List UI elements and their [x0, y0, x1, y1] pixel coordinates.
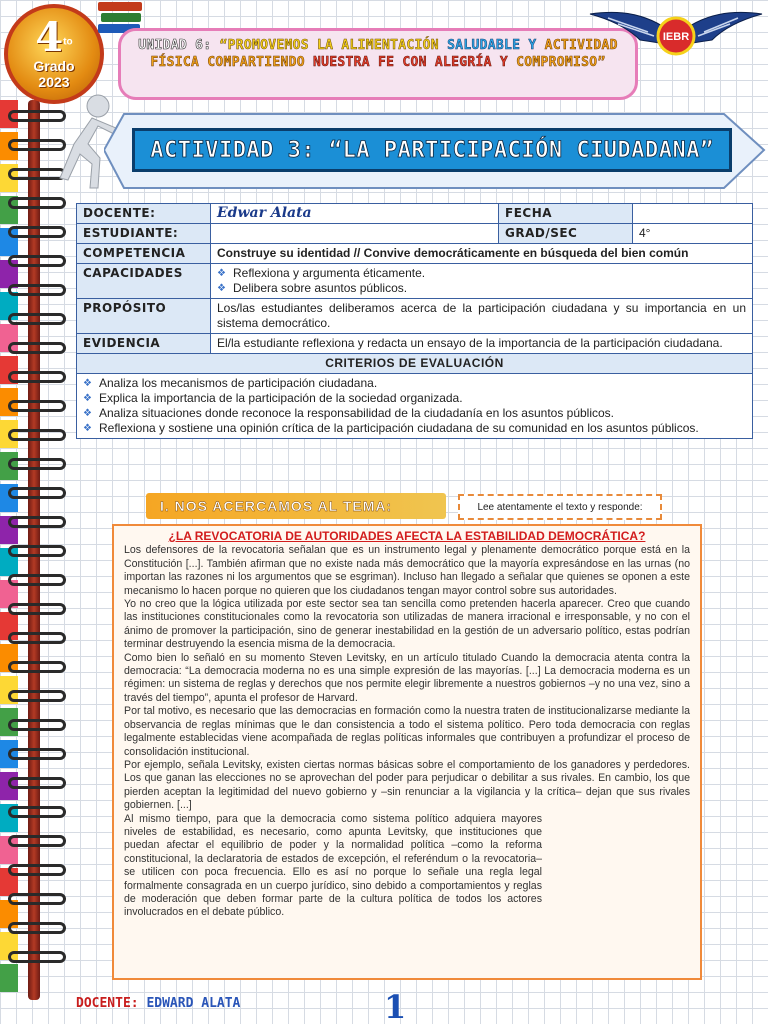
list-item: ❖ Reflexiona y sostiene una opinión crítica de la participación ciudadana de su comunidad en los asuntos públicos.: [83, 421, 746, 436]
list-item: ❖ Explica la importancia de la participación de la sociedad organizada.: [83, 391, 746, 406]
unit-title-part5: COMPROMISO”: [516, 55, 606, 70]
spiral-binding: [8, 110, 68, 990]
reading-box: [112, 524, 702, 980]
activity-banner: [104, 112, 766, 198]
spiral-ring: [8, 951, 66, 963]
spiral-ring: [8, 806, 66, 818]
footer: [76, 996, 240, 1011]
page-number: 1: [384, 988, 407, 1024]
competencia-label: COMPETENCIA: [77, 244, 211, 264]
spiral-ring: [8, 487, 66, 499]
competencia-value: Construye su identidad // Convive democráticamente en búsqueda del bien común: [211, 244, 753, 264]
footer-teacher-name: EDWARD ALATA: [146, 996, 241, 1011]
gradsec-value: 4°: [633, 224, 753, 244]
docente-label: DOCENTE:: [77, 204, 211, 224]
unit-title-part3: ACTIVIDAD FÍSICA COMPARTIENDO: [150, 38, 618, 70]
spiral-ring: [8, 284, 66, 296]
spiral-ring: [8, 661, 66, 673]
spiral-ring: [8, 313, 66, 325]
spiral-ring: [8, 458, 66, 470]
list-item: ❖ Analiza los mecanismos de participación ciudadana.: [83, 376, 746, 391]
spiral-ring: [8, 255, 66, 267]
spiral-ring: [8, 226, 66, 238]
spiral-ring: [8, 400, 66, 412]
reading-title: ¿LA REVOCATORIA DE AUTORIDADES AFECTA LA ESTABILIDAD DEMOCRÁTICA?: [168, 529, 646, 543]
school-logo: [588, 6, 764, 64]
unit-label: UNIDAD 6:: [138, 38, 212, 53]
estudiante-value[interactable]: [211, 224, 499, 244]
unit-title-part1: “PROMOVEMOS LA ALIMENTACIÓN: [219, 38, 439, 53]
activity-title: ACTIVIDAD 3: “LA PARTICIPACIÓN CIUDADANA”: [132, 128, 732, 172]
unit-title-part4: NUESTRA FE CON ALEGRÍA Y: [312, 55, 509, 70]
reading-paragraph: Por tal motivo, es necesario que las democracias en formación como la nuestra traten de institucionalizarse mediante la observancia de reglas mínimas que le dan consistencia a todo el sistema político. Pero toda democracia con reglas legalmente establecidas viene acompañada de reglas políticas informales que contribuyen a profundizar el proceso de consolidación institucional.: [124, 705, 690, 758]
fecha-value[interactable]: [633, 204, 753, 224]
evidencia-value: El/la estudiante reflexiona y redacta un ensayo de la importancia de la participación ciudadana.: [211, 334, 753, 354]
reading-paragraph: Al mismo tiempo, para que la democracia como sistema político adquiera mayores niveles de estabilidad, es necesario, como apunta Levitsky, que instituciones que puedan afectar el equilibrio de poder y la normalidad política –como la reforma constitucional, la declaratoria de estados de excepción, el referéndum o la revocatoria– se utilicen con poca frecuencia. Ello es así no porque lo señale una regla legal formalmente consagrada en un cuerpo jurídico, sino debido a comportamientos y reglas de moderación que deben formar parte de la cultura política de todos los actores involucrados en el debate público.: [124, 812, 542, 919]
info-table: [76, 203, 753, 439]
criterios-label: CRITERIOS DE EVALUACIÓN: [77, 354, 753, 374]
spiral-ring: [8, 748, 66, 760]
estudiante-label: ESTUDIANTE:: [77, 224, 211, 244]
spiral-ring: [8, 371, 66, 383]
unit-banner: [118, 28, 638, 100]
grade-badge: [4, 4, 104, 104]
list-item: ❖ Delibera sobre asuntos públicos.: [217, 281, 746, 296]
evidencia-label: EVIDENCIA: [77, 334, 211, 354]
spiral-ring: [8, 429, 66, 441]
spiral-ring: [8, 632, 66, 644]
logo-text: IEBR: [662, 31, 690, 43]
fecha-label: FECHA: [499, 204, 633, 224]
footer-label: DOCENTE:: [76, 996, 139, 1011]
badge-grade-suffix: to: [63, 36, 73, 48]
badge-year: 2023: [38, 74, 70, 90]
list-item: ❖ Reflexiona y argumenta éticamente.: [217, 266, 746, 281]
capacidades-label: CAPACIDADES: [77, 264, 211, 299]
gradsec-label: GRAD/SEC: [499, 224, 633, 244]
badge-grade-word: Grado: [33, 58, 75, 74]
instruction-note: Lee atentamente el texto y responde:: [458, 494, 662, 520]
spiral-ring: [8, 342, 66, 354]
spiral-ring: [8, 835, 66, 847]
proposito-value: Los/las estudiantes deliberamos acerca de la participación ciudadana y su importancia en un sistema democrático.: [211, 299, 753, 334]
reading-paragraph: Yo no creo que la lógica utilizada por este sector sea tan sencilla como pretenden hacerla aparecer. Creo que cuando las instituciones constitucionales como la revocatoria son utilizadas de manera irracional e irresponsable, y no con el ánimo de promover la participación, sino de generar inestabilidad en la gestión de un adversario político, estas podrían terminar destruyendo la esencia misma de la democracia.: [124, 598, 690, 651]
proposito-label: PROPÓSITO: [77, 299, 211, 334]
spiral-ring: [8, 893, 66, 905]
spiral-ring: [8, 922, 66, 934]
reading-paragraph: Los defensores de la revocatoria señalan que es un instrumento legal y plenamente democrático porque está en la Constitución [...]. También afirman que no existe nada más democrático que la mayoría expresándose en las urnas (no importan las razones ni los argumentos que se esgriman). Incluso han llegado a señalar que quienes se oponen a este mecanismo lo hacen porque no quieren que los ciudadanos tengan mayor control sobre sus autoridades.: [124, 544, 690, 597]
spiral-ring: [8, 574, 66, 586]
spiral-ring: [8, 690, 66, 702]
reading-paragraph: Como bien lo señaló en su momento Steven Levitsky, en un artículo titulado Cuando la democracia atenta contra la democracia: “La democracia moderna no es una simple expresión de las mayorías. [...] La democracia moderna es un régimen: un sistema de reglas y derechos que nos permite elegir libremente a nuestros gobiernos –y no una vez, sino a través del tiempo”, apunta el profesor de Harvard.: [124, 651, 690, 704]
spiral-ring: [8, 719, 66, 731]
unit-title-part2: SALUDABLE Y: [447, 38, 537, 53]
section-heading: I. NOS ACERCAMOS AL TEMA:: [146, 493, 446, 519]
badge-grade: 4: [35, 14, 64, 61]
spiral-ring: [8, 603, 66, 615]
capacidades-list: [217, 266, 746, 296]
docente-value: Edwar Alata: [211, 204, 499, 224]
spiral-ring: [8, 545, 66, 557]
spiral-ring: [8, 197, 66, 209]
criterios-list: [83, 376, 746, 436]
spiral-ring: [8, 864, 66, 876]
list-item: ❖ Analiza situaciones donde reconoce la responsabilidad de la ciudadanía en los asuntos públicos.: [83, 406, 746, 421]
reading-paragraph: Por ejemplo, señala Levitsky, existen ciertas normas básicas sobre el comportamiento de los ganadores y perdedores. Los que ganan las elecciones no se aprovechan del poder para perjudicar o debilitar a sus rivales. En cambio, los que pierden aceptan la legitimidad del nuevo gobierno y –sin renunciar a la vigilancia y la crítica– dejan que sus rivales gobiernen. [...]: [124, 758, 690, 812]
spiral-ring: [8, 516, 66, 528]
spiral-ring: [8, 777, 66, 789]
